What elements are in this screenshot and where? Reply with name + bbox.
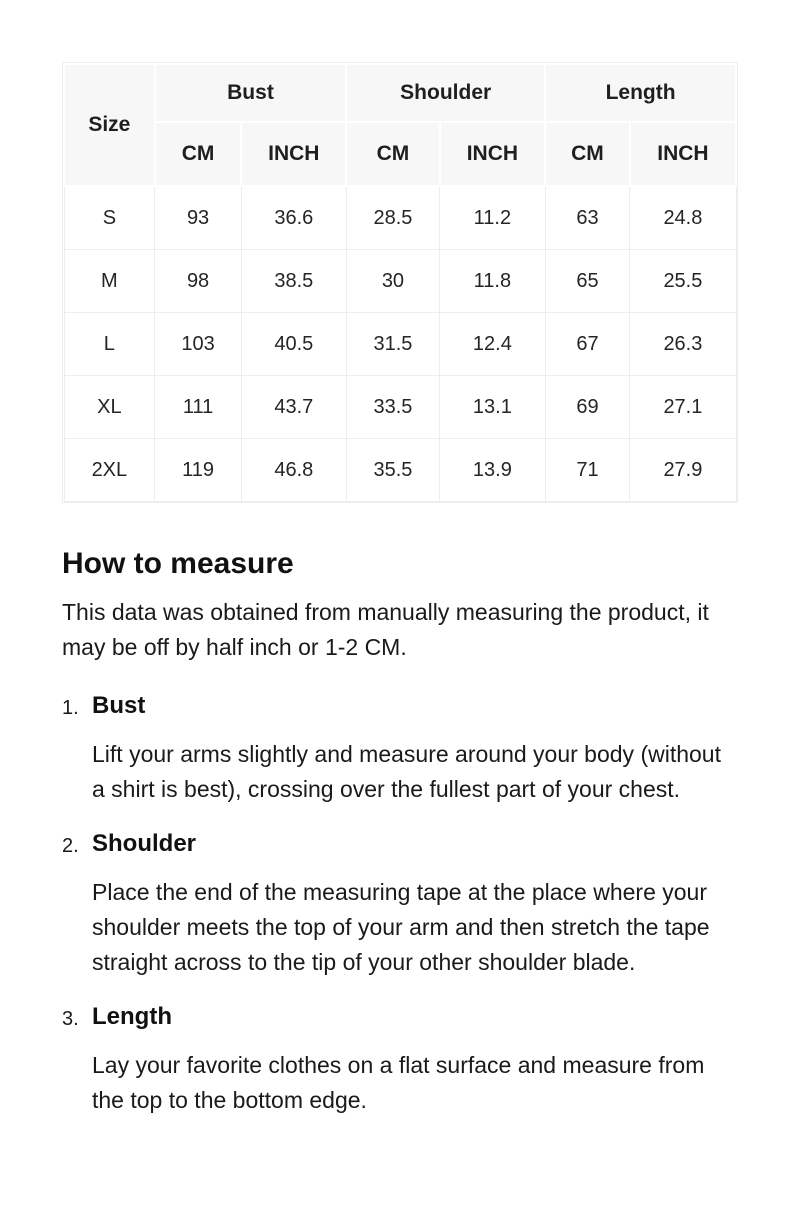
step-description-length: Lay your favorite clothes on a flat surface and measure from the top to the bottom edge.: [92, 1052, 705, 1113]
size-cell: L: [64, 313, 155, 376]
value-cell: 12.4: [440, 313, 546, 376]
value-cell: 26.3: [630, 313, 736, 376]
value-cell: 28.5: [346, 186, 439, 250]
value-cell: 71: [545, 439, 630, 502]
step-title-shoulder: Shoulder: [92, 830, 197, 857]
value-cell: 33.5: [346, 376, 439, 439]
list-item-bust: [62, 691, 738, 819]
value-cell: 25.5: [630, 250, 736, 313]
step-number: 1.: [62, 697, 79, 719]
value-cell: 93: [155, 186, 242, 250]
table-row-2xl: [64, 439, 736, 502]
value-cell: 43.7: [241, 376, 346, 439]
list-item-shoulder: [62, 829, 738, 992]
size-chart-table-container: [62, 62, 738, 503]
value-cell: 98: [155, 250, 242, 313]
step-body: [92, 829, 738, 992]
value-cell: 27.1: [630, 376, 736, 439]
table-row-xl: [64, 376, 736, 439]
value-cell: 46.8: [241, 439, 346, 502]
value-cell: 27.9: [630, 439, 736, 502]
value-cell: 30: [346, 250, 439, 313]
unit-header-bust-cm: CM: [155, 122, 242, 186]
value-cell: 38.5: [241, 250, 346, 313]
value-cell: 40.5: [241, 313, 346, 376]
size-cell: S: [64, 186, 155, 250]
step-title-length: Length: [92, 1003, 172, 1030]
step-number: 3.: [62, 1008, 79, 1030]
size-cell: 2XL: [64, 439, 155, 502]
table-row-m: [64, 250, 736, 313]
size-cell: XL: [64, 376, 155, 439]
value-cell: 13.1: [440, 376, 546, 439]
how-to-measure-intro: This data was obtained from manually measuring the product, it may be off by half inch or 1-2 CM.: [62, 599, 709, 660]
value-cell: 69: [545, 376, 630, 439]
value-cell: 31.5: [346, 313, 439, 376]
table-row-l: [64, 313, 736, 376]
step-description-shoulder: Place the end of the measuring tape at the place where your shoulder meets the top of your arm and then stretch the tape straight across to the tip of your other shoulder blade.: [92, 879, 710, 975]
step-description-bust: Lift your arms slightly and measure around your body (without a shirt is best), crossing over the fullest part of your chest.: [92, 741, 721, 802]
value-cell: 11.8: [440, 250, 546, 313]
unit-header-length-inch: INCH: [630, 122, 736, 186]
how-to-measure-heading: How to measure: [62, 547, 294, 580]
value-cell: 65: [545, 250, 630, 313]
list-item-length: [62, 1002, 738, 1130]
value-cell: 67: [545, 313, 630, 376]
column-group-bust: Bust: [155, 64, 347, 122]
size-cell: M: [64, 250, 155, 313]
value-cell: 13.9: [440, 439, 546, 502]
value-cell: 11.2: [440, 186, 546, 250]
step-title-bust: Bust: [92, 692, 146, 719]
unit-header-shoulder-cm: CM: [346, 122, 439, 186]
step-number: 2.: [62, 835, 79, 857]
unit-header-bust-inch: INCH: [241, 122, 346, 186]
value-cell: 35.5: [346, 439, 439, 502]
table-row-s: [64, 186, 736, 250]
value-cell: 119: [155, 439, 242, 502]
step-body: [92, 1002, 738, 1130]
column-group-shoulder: Shoulder: [346, 64, 545, 122]
step-body: [92, 691, 738, 819]
column-group-length: Length: [545, 64, 736, 122]
value-cell: 103: [155, 313, 242, 376]
value-cell: 63: [545, 186, 630, 250]
unit-header-length-cm: CM: [545, 122, 630, 186]
value-cell: 36.6: [241, 186, 346, 250]
unit-header-shoulder-inch: INCH: [440, 122, 546, 186]
value-cell: 111: [155, 376, 242, 439]
column-header-size: Size: [64, 64, 155, 186]
value-cell: 24.8: [630, 186, 736, 250]
size-chart-table: [63, 63, 737, 502]
measure-steps-list: [62, 691, 738, 1130]
